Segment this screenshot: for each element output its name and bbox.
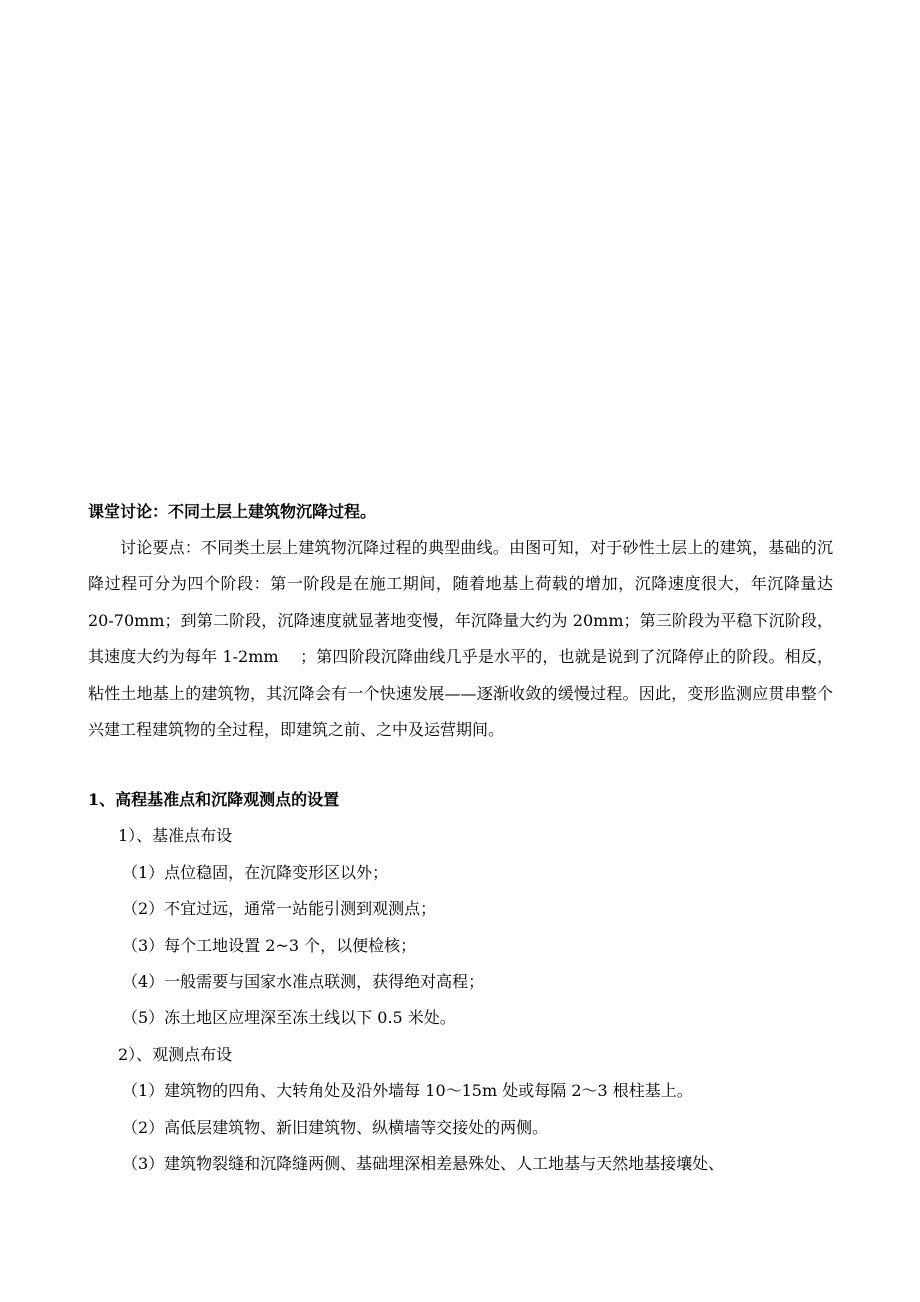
discussion-body: 讨论要点：不同类土层上建筑物沉降过程的典型曲线。由图可知，对于砂性土层上的建筑，基础的沉降过程可分为四个阶段：第一阶段是在施工期间，随着地基上荷载的增加，沉降速度很大，年沉降量达 20-70mm；到第二阶段，沉降速度就显著地变慢，年沉降量大约为 20mm；第三阶段为平稳下沉阶段，其速度大约为每年 1-2mm ；第四阶段沉降曲线几乎是水平的，也就是说到了沉降停止的阶段。相反，粘性土地基上的建筑物，其沉降会有一个快速发展——逐渐收敛的缓慢过程。因此，变形监测应贯串整个兴建工程建筑物的全过程，即建筑之前、之中及运营期间。 bbox=[88, 538, 833, 740]
observation-item: （2）高低层建筑物、新旧建筑物、纵横墙等交接处的两侧。 bbox=[122, 1117, 549, 1137]
benchmark-item: （1）点位稳固，在沉降变形区以外； bbox=[122, 862, 389, 882]
benchmark-item: （4）一般需要与国家水准点联测，获得绝对高程； bbox=[122, 972, 485, 992]
document-content bbox=[88, 494, 833, 1183]
benchmark-item: （2）不宜过远，通常一站能引测到观测点； bbox=[122, 899, 437, 919]
paragraph-gap bbox=[88, 748, 833, 782]
benchmark-item: （3）每个工地设置 2~3 个，以便检核； bbox=[122, 935, 417, 955]
observation-item: （3）建筑物裂缝和沉降缝两侧、基础埋深相差悬殊处、人工地基与天然地基接壤处、 bbox=[122, 1154, 725, 1174]
benchmark-label: 1）、基准点布设 bbox=[118, 826, 233, 846]
discussion-title: 课堂讨论：不同土层上建筑物沉降过程。 bbox=[88, 502, 377, 521]
observation-label: 2）、观测点布设 bbox=[118, 1044, 233, 1064]
benchmark-item: （5）冻土地区应埋深至冻土线以下 0.5 米处。 bbox=[122, 1008, 456, 1028]
section-title: 1、高程基准点和沉降观测点的设置 bbox=[88, 790, 340, 810]
blank-figure-area bbox=[0, 0, 920, 490]
observation-item: （1）建筑物的四角、大转角处及沿外墙每 10～15m 处或每隔 2～3 根柱基上。 bbox=[122, 1081, 693, 1101]
